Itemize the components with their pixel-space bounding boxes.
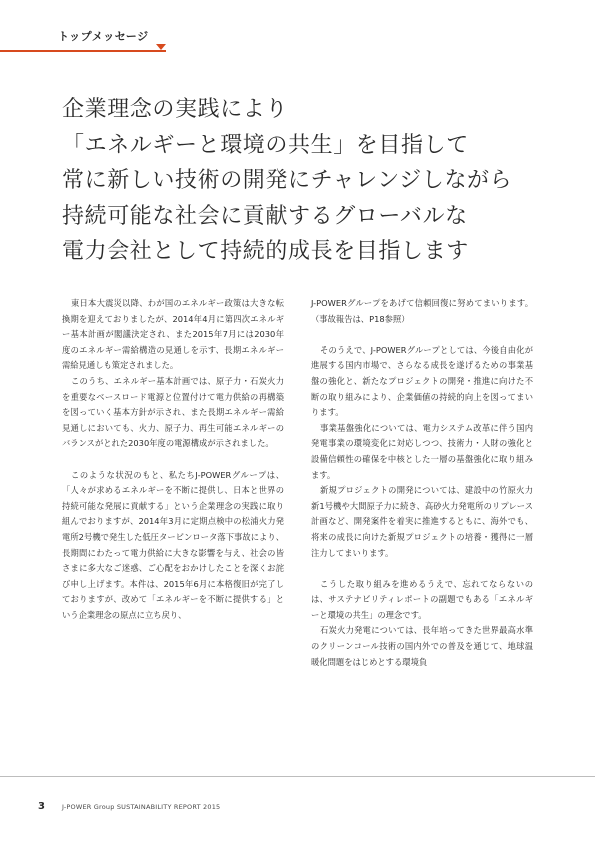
paragraph-gap	[311, 561, 533, 577]
paragraph-gap	[62, 452, 284, 468]
headline-line: 電力会社として持続的成長を目指します	[62, 239, 469, 264]
headline-line: 常に新しい技術の開発にチャレンジしながら	[62, 168, 513, 193]
body-paragraph: 新規プロジェクトの開発については、建設中の竹原火力新1号機や大間原子力に続き、高砂火力発電所のリプレース計画など、開発案件を着実に推進するともに、海外でも、将来の成長に向けた新規プロジェクトの培養・獲得に一層注力してまいります。	[311, 485, 533, 558]
headline-line: 企業理念の実践により	[62, 97, 289, 122]
body-paragraph: そのうえで、J-POWERグループとしては、今後自由化が進展する国内市場で、さらなる成長を遂げるための事業基盤の強化と、新たなプロジェクトの開発・推進に向けた不断の取り組みにより、企業価値の持続的向上を図ってまいります。	[311, 344, 533, 418]
body-paragraph: J-POWERグループをあげて信頼回復に努めてまいります。（事故報告は、P18参照）	[311, 298, 533, 324]
headline-line: 「エネルギーと環境の共生」を目指して	[62, 132, 469, 158]
body-column-right	[311, 296, 533, 670]
section-marker	[156, 44, 166, 50]
body-paragraph: 東日本大震災以降、わが国のエネルギー政策は大きな転換期を迎えておりましたが、2014年4月に第四次エネルギー基本計画が閣議決定され、また2015年7月には2030年度のエネルギー需給構造の見通しを示す、長期エネルギー需給見通しも策定されました。	[62, 298, 284, 371]
footer-divider	[0, 776, 595, 777]
body-paragraph: 事業基盤強化については、電力システム改革に伴う国内発電事業の環境変化に対応しつつ、技術力・人財の強化と設備信頼性の確保を中核とした一層の基盤強化に取り組みます。	[311, 422, 533, 480]
page-headline	[62, 92, 562, 270]
body-column-left	[62, 296, 284, 623]
section-label: トップメッセージ	[58, 30, 149, 43]
section-underline	[0, 50, 166, 52]
report-title: J-POWER Group SUSTAINABILITY REPORT 2015	[62, 803, 221, 811]
body-paragraph: 石炭火力発電については、長年培ってきた世界最高水準のクリーンコール技術の国内外での普及を通じて、地球温暖化問題をはじめとする環境負	[311, 625, 533, 667]
page-number: 3	[38, 801, 45, 812]
headline-line: 持続可能な社会に貢献するグローバルな	[62, 203, 468, 229]
body-paragraph: こうした取り組みを進めるうえで、忘れてならないのは、サステナビリティレポートの副題でもある「エネルギーと環境の共生」の理念です。	[311, 578, 533, 620]
body-paragraph: このような状況のもと、私たちJ-POWERグループは、「人々が求めるエネルギーを不断に提供し、日本と世界の持続可能な発展に貢献する」という企業理念の実践に取り組んでおりますが、2014年3月に定期点検中の松浦火力発電所2号機で発生した低圧タービンロータ落下事故により、長期間にわたって電力供給に大きな影響を与え、社会の皆さまに多大なご迷惑、ご心配をおかけしたことを深くお詫び申し上げます。本件は、2015年6月に本格復旧が完了しておりますが、改めて「エネルギーを不断に提供する」という企業理念の原点に立ち戻り、	[62, 469, 284, 620]
paragraph-gap	[311, 327, 533, 343]
body-paragraph: このうち、エネルギー基本計画では、原子力・石炭火力を重要なベースロード電源と位置付けて電力供給の再構築を図っていく基本方針が示され、また長期エネルギー需給見通しにおいても、火力、原子力、再生可能エネルギーのバランスがとれた2030年度の電源構成が示されました。	[62, 375, 284, 449]
